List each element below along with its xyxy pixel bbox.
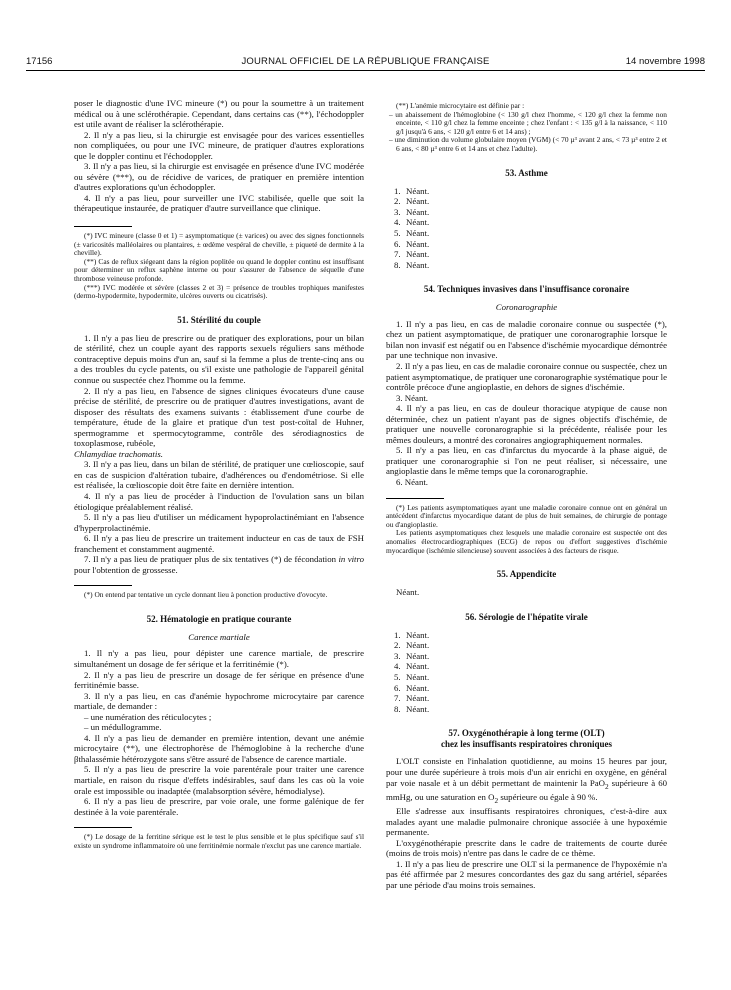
- section-title: 55. Appendicite: [496, 569, 557, 580]
- paragraph: 2. Il n'y a pas lieu de prescrire un dosage de fer sérique en présence d'une ferritinémie basse.: [74, 669, 364, 691]
- list-item: 5. Néant.: [394, 227, 430, 238]
- paragraph: 2. Il n'y a pas lieu, si la chirurgie est envisagée pour des varices essentielles non compliquées, ou pour une IVC mineure, de pratiquer d'autres explorations que le doppler continu et l'échodoppler.: [74, 129, 364, 161]
- right-column: [386, 102, 667, 890]
- paragraph: L'oxygénothérapie prescrite dans le cadre de traitements de courte durée (moins de trois mois) n'entre pas dans le cadre de ce thème.: [386, 837, 667, 859]
- paragraph: 6. Néant.: [396, 477, 429, 488]
- paragraph: 2. Il n'y a pas lieu, en l'absence de signes cliniques évocateurs d'une cause précise de stérilité, de prescrire ou de pratiquer d'autres investigations, avant de disposer des résultats des examens suivants : établissement d'une courbe de température, étude de la glaire et pratique d'un test post-coïtal de Huhner, spermogramme et spermocytogramme, contrôle des sérodiagnostics de toxoplasmose, rubéole,: [74, 385, 364, 449]
- paragraph: 3. Il n'y a pas lieu, en cas d'anémie hypochrome microcytaire par carence martiale, de demander :: [74, 690, 364, 712]
- paragraph: 5. Il n'y a pas lieu, en cas d'infarctus du myocarde à la phase aiguë, de pratiquer une coronarographie si l'on ne peut réaliser, si nécessaire, une angioplastie dans le même temps que la coronarographie.: [386, 445, 667, 477]
- footnote: (**) L'anémie microcytaire est définie par :: [396, 101, 525, 110]
- list-item: 1. Néant.: [394, 629, 430, 640]
- paragraph: 1. Il n'y a pas lieu, pour dépister une carence martiale, de prescrire simultanément un dosage de fer sérique et la ferritinémie (*).: [74, 648, 364, 669]
- section-subtitle: Carence martiale: [188, 631, 250, 642]
- list-item: 7. Néant.: [394, 249, 430, 260]
- list-item: 3. Néant.: [394, 650, 430, 661]
- section-title: 53. Asthme: [505, 167, 548, 178]
- footnote: (***) IVC modérée et sévère (classes 2 et 3) = présence de troubles trophiques manifestes (dermo-hypodermite, hypodermite, ulcères ouverts ou cicatrisés).: [74, 282, 364, 301]
- paragraph: poser le diagnostic d'une IVC mineure (*) ou pour la soumettre à un traitement médical ou à une sclérothérapie. Cependant, dans certains cas (**), l'échodoppler est utile avant de réaliser la sclérothérapie.: [74, 98, 364, 130]
- section-title-line: 57. Oxygénothérapie à long terme (OLT): [448, 728, 605, 739]
- footnote: (*) Le dosage de la ferritine sérique est le test le plus sensible et le plus spécifique sauf s'il existe un syndrome inflammatoire où une ferritinémie normale n'exclut pas une carence martiale.: [74, 832, 364, 850]
- list-item: 8. Néant.: [394, 703, 430, 714]
- paragraph: 6. Il n'y a pas lieu de prescrire, par voie orale, une forme galénique de fer destinée à la voie parentérale.: [74, 796, 364, 817]
- paragraph: 4. Il n'y a pas lieu de procéder à l'induction de l'ovulation sans un bilan étiologique préalablement réalisé.: [74, 490, 364, 512]
- list-item: 7. Néant.: [394, 693, 430, 704]
- paragraph: 2. Il n'y a pas lieu, en cas de maladie coronaire connue ou suspectée, chez un patient asymptomatique, de pratiquer une coronarographie systématique pour le contrôle précoce d'une angioplastie, en dehors de signes d'ischémie.: [386, 361, 667, 393]
- list-item: 4. Néant.: [394, 217, 430, 228]
- footnote: (*) On entend par tentative un cycle donnant lieu à ponction productive d'ovocyte.: [84, 590, 328, 600]
- footnote-item: – une diminution du volume globulaire moyen (VGM) (< 70 µ³ avant 2 ans, < 73 µ³ entre 2 et 6 ans, < 80 µ³ entre 6 et 14 ans et chez l'adulte).: [389, 135, 667, 153]
- paragraph: 1. Il n'y a pas lieu de prescrire ou de pratiquer des explorations, pour un bilan de stérilité, chez un couple ayant des rapports sexuels réguliers sans méthode contraceptive depuis moins d'un an, sauf si la femme a plus de trente-cinq ans ou a des troubles du cycle patents, ou s'il existe une pathologie de l'appareil génital connue ou suspectée chez l'homme ou la femme.: [74, 332, 364, 385]
- neant-list: [386, 630, 667, 715]
- paragraph: [74, 554, 364, 575]
- footnote: (*) IVC mineure (classe 0 et 1) = asymptomatique (± varices) ou avec des signes fonctionnels (± varicosités malléolaires ou plantaires, ± œdème vespéral de cheville, ± piqueté de dermite à la cheville).: [74, 231, 364, 258]
- footnote: Les patients asymptomatiques chez lesquels une maladie coronaire est suspectée ont des anomalies électrocardiographiques (ECG) de repos ou d'effort suggestives d'ischémie myocardique (ischémie silencieuse) souvent associées à des facteurs de risque.: [386, 528, 667, 555]
- header-rule: [26, 70, 705, 71]
- list-item: 8. Néant.: [394, 259, 430, 270]
- paragraph: 5. Il n'y a pas lieu d'utiliser un médicament hypoprolactinémiant en l'absence d'hyperprolactinémie.: [74, 512, 364, 533]
- list-item: 3. Néant.: [394, 206, 430, 217]
- paragraph: 4. Il n'y a pas lieu, en cas de douleur thoracique atypique de cause non déterminée, chez un patient n'ayant pas de signes objectifs d'ischémie, de pratiquer une nouvelle coronarographie si la précédente, réalisée pour les mêmes douleurs, a montré des coronaires angiographiquement normales.: [386, 403, 667, 445]
- list-item: 6. Néant.: [394, 238, 430, 249]
- section-title-line: chez les insuffisants respiratoires chroniques: [440, 739, 612, 750]
- footnote: (**) Cas de reflux siégeant dans la région poplitée ou quand le doppler continu est insuffisant pour déterminer un reflux saphène interne ou pour s'assurer de l'absence de séquelle d'une thrombose veineuse profonde.: [74, 256, 364, 283]
- paragraph: Elle s'adresse aux insuffisants respiratoires chroniques, c'est-à-dire aux malades ayant une maladie pulmonaire chronique associée à une hypoxémie permanente.: [386, 806, 667, 838]
- section-title: 56. Sérologie de l'hépatite virale: [465, 611, 588, 622]
- paragraph: 1. Il n'y a pas lieu, en cas de maladie coronaire connue ou suspectée (*), chez un patient asymptomatique, de pratiquer une coronarographie lorsque le bilan non invasif est négatif ou en l'absence d'ischémie myocardique démontrée par une technique non invasive.: [386, 318, 667, 361]
- paragraph: Chlamydiae trachomatis.: [74, 448, 163, 459]
- page-number: 17156: [26, 56, 53, 67]
- footnote-rule: [386, 498, 444, 499]
- list-item: 4. Néant.: [394, 661, 430, 672]
- paragraph: 5. Il n'y a pas lieu de prescrire la voie parentérale pour traiter une carence martiale, en raison du risque d'effets indésirables, sauf dans les cas où la voie orale est impossible ou inadaptée (malabsorption sévère, hémodialyse).: [74, 764, 364, 796]
- paragraph: 3. Néant.: [396, 392, 429, 403]
- section-title: 52. Hématologie en pratique courante: [146, 613, 292, 624]
- list-item: – une numération des réticulocytes ;: [84, 711, 212, 722]
- paragraph: 1. Il n'y a pas lieu de prescrire une OLT si la permanence de l'hypoxémie n'a pas été affirmée par 2 mesures concordantes des gaz du sang artériel, séparées par une période d'au moins trois semaines.: [386, 858, 667, 890]
- paragraph: Néant.: [396, 587, 420, 598]
- section-title: [386, 728, 667, 750]
- footnote-rule: [74, 585, 132, 586]
- list-item: – un médullogramme.: [84, 722, 162, 733]
- footnote-item: – un abaissement de l'hémoglobine (< 130 g/l chez l'homme, < 120 g/l chez la femme non enceinte, < 110 g/l chez la femme enceinte ; chez l'enfant : < 135 g/l à la naissance, < 110 g/l jusqu'à 6 ans, < 120 g/l entre 6 et 14 ans) ;: [389, 109, 667, 136]
- list-item: 5. Néant.: [394, 672, 430, 683]
- left-column: [74, 98, 364, 850]
- footnote-rule: [74, 827, 132, 828]
- paragraph: 3. Il n'y a pas lieu, si la chirurgie est envisagée en présence d'une IVC modérée ou sévère (***), ou de récidive de varices, de pratiquer en première intention d'autres explorations qu'un échodoppler.: [74, 161, 364, 193]
- list-item: 1. Néant.: [394, 185, 430, 196]
- paragraph: 3. Il n'y a pas lieu, dans un bilan de stérilité, de pratiquer une cœlioscopie, sauf en cas de suspicion d'altération tubaire, d'adhérences ou d'endométriose. Si elle est réalisée, la cœlioscopie doit être faite en dernière intention.: [74, 459, 364, 491]
- text-run: pour l'obtention de grossesse.: [74, 564, 178, 575]
- page-header: [26, 56, 705, 70]
- footnote-rule: [74, 226, 132, 227]
- paragraph: 4. Il n'y a pas lieu, pour surveiller une IVC stabilisée, quelle que soit la thérapeutique instaurée, de pratiquer d'autre surveillance que clinique.: [74, 192, 364, 214]
- section-title: 51. Stérilité du couple: [177, 314, 261, 325]
- paragraph: L'OLT consiste en l'inhalation quotidienne, au moins 15 heures par jour, pour une durée supérieure à trois mois d'un air enrichi en oxygène, en général par voie nasale et à un débit permettant de maintenir la PaO$_2$ supérieure à 60 mmHg, ou une saturation en $O_2$ supérieure ou égale à 90 %.: [386, 756, 667, 805]
- section-subtitle: Coronarographie: [495, 302, 558, 313]
- text-run: in vitro: [338, 554, 364, 565]
- paragraph: 6. Il n'y a pas lieu de prescrire un traitement inducteur en cas de taux de FSH franchement et constamment augmenté.: [74, 533, 364, 554]
- list-item: 2. Néant.: [394, 640, 430, 651]
- journal-title: JOURNAL OFFICIEL DE LA RÉPUBLIQUE FRANÇAISE: [241, 56, 490, 67]
- list-item: 6. Néant.: [394, 682, 430, 693]
- paragraph: 4. Il n'y a pas lieu de demander en première intention, devant une anémie microcytaire (**), une électrophorèse de l'hémoglobine à la recherche d'une βthalassémie hétérozygote sans s'être assuré de l'absence de carence martiale.: [74, 732, 364, 764]
- list-item: 2. Néant.: [394, 196, 430, 207]
- publication-date: 14 novembre 1998: [625, 56, 705, 67]
- footnote: (*) Les patients asymptomatiques ayant une maladie coronaire connue ont en général un antécédent d'infarctus myocardique datant de plus de huit semaines, de chirurgie de pontage ou d'angioplastie.: [386, 502, 667, 529]
- section-title: 54. Techniques invasives dans l'insuffisance coronaire: [423, 284, 630, 295]
- neant-list: [386, 186, 667, 271]
- text-run: 7. Il n'y a pas lieu de pratiquer plus de six tentatives (*) de fécondation: [84, 554, 339, 565]
